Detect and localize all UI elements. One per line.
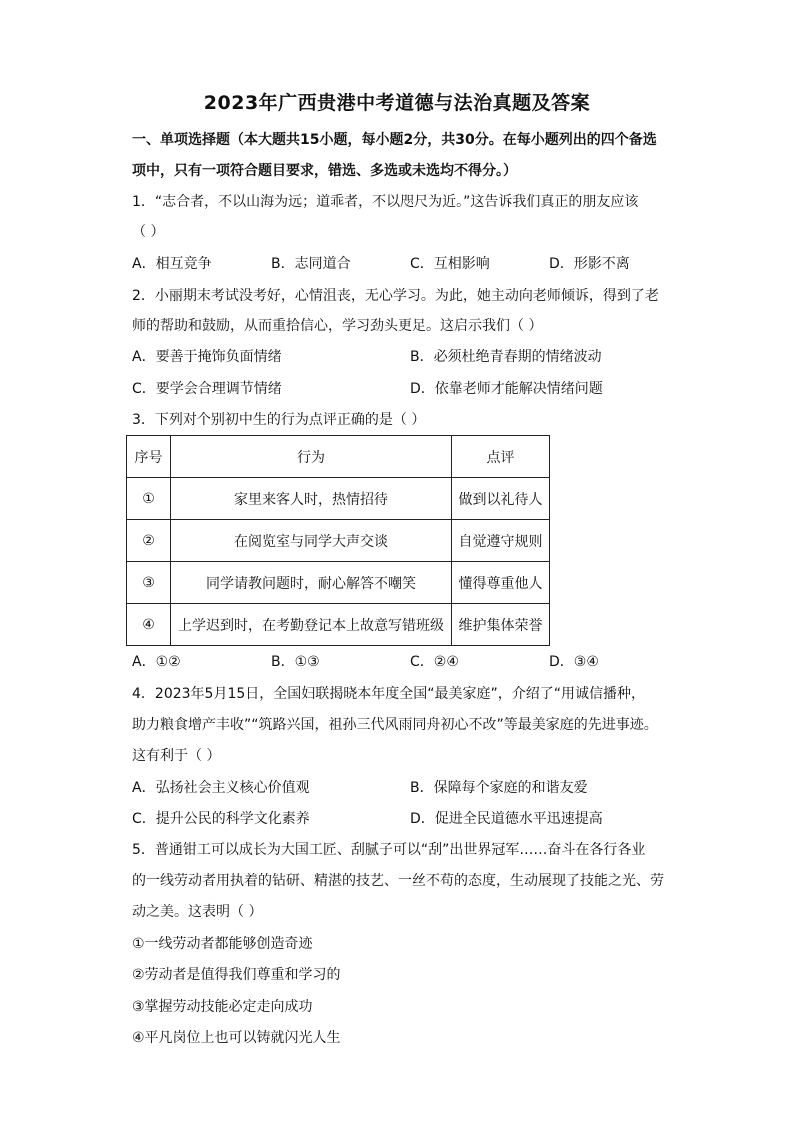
q5-statement-4: ④平凡岗位上也可以铸就闪光人生 bbox=[132, 1030, 341, 1046]
q2-option-c: C．要学会合理调节情绪 bbox=[132, 381, 282, 397]
q4-stem-line1: 4．2023年5月15日，全国妇联揭晓本年度全国“最美家庭”，介绍了“用诚信播种， bbox=[132, 686, 646, 702]
q4-option-c: C．提升公民的科学文化素养 bbox=[132, 811, 310, 827]
table-row bbox=[127, 562, 550, 604]
q1-option-b: B．志同道合 bbox=[271, 256, 351, 272]
q3-option-b: B．①③ bbox=[271, 654, 320, 670]
q2-stem-line2: 师的帮助和鼓励，从而重拾信心，学习劲头更足。这启示我们（ ） bbox=[132, 318, 543, 334]
q5-stem-line1: 5．普通钳工可以成长为大国工匠、刮腻子可以“刮”出世界冠军……奋斗在各行各业 bbox=[132, 842, 646, 858]
q3-option-c: C．②④ bbox=[410, 654, 459, 670]
table-row bbox=[127, 604, 550, 646]
q3-table bbox=[126, 435, 550, 646]
q2-stem-line1: 2．小丽期末考试没考好，心情沮丧，无心学习。为此，她主动向老师倾诉，得到了老 bbox=[132, 288, 659, 304]
table-header-row bbox=[127, 436, 550, 478]
q5-stem-line3: 动之美。这表明（ ） bbox=[132, 904, 263, 920]
q3-stem: 3．下列对个别初中生的行为点评正确的是（ ） bbox=[132, 412, 426, 428]
table-cell: ④ bbox=[127, 604, 171, 646]
q1-option-c: C．互相影响 bbox=[410, 256, 490, 272]
q2-option-d: D．依靠老师才能解决情绪问题 bbox=[410, 381, 603, 397]
table-cell: 同学请教问题时，耐心解答不嘲笑 bbox=[171, 562, 452, 604]
q3-option-d: D．③④ bbox=[549, 654, 599, 670]
table-cell: 在阅览室与同学大声交谈 bbox=[171, 520, 452, 562]
q4-stem-line3: 这有利于（ ） bbox=[132, 748, 221, 764]
table-row bbox=[127, 520, 550, 562]
q3-option-a: A．①② bbox=[132, 654, 181, 670]
table-cell: ① bbox=[127, 478, 171, 520]
table-cell: 维护集体荣誉 bbox=[452, 604, 550, 646]
table-cell: 懂得尊重他人 bbox=[452, 562, 550, 604]
q1-option-a: A．相互竞争 bbox=[132, 256, 212, 272]
q1-stem-line1: 1．“志合者，不以山海为远；道乖者，不以咫尺为近。”这告诉我们真正的朋友应该 bbox=[132, 194, 639, 210]
q5-statement-2: ②劳动者是值得我们尊重和学习的 bbox=[132, 967, 341, 983]
q2-option-a: A．要善于掩饰负面情绪 bbox=[132, 349, 282, 365]
document-title: 2023年广西贵港中考道德与法治真题及答案 bbox=[203, 92, 591, 114]
q5-statement-3: ③掌握劳动技能必定走向成功 bbox=[132, 999, 313, 1015]
q2-option-b: B．必须杜绝青春期的情绪波动 bbox=[410, 349, 602, 365]
section-header-line1: 一、单项选择题（本大题共15小题，每小题2分，共30分。在每小题列出的四个备选 bbox=[132, 132, 657, 148]
table-cell: 做到以礼待人 bbox=[452, 478, 550, 520]
q1-stem-line2: （ ） bbox=[132, 224, 165, 240]
table-header-cell: 点评 bbox=[452, 436, 550, 478]
table-cell: ③ bbox=[127, 562, 171, 604]
table-cell: 家里来客人时，热情招待 bbox=[171, 478, 452, 520]
section-header-line2: 项中，只有一项符合题目要求，错选、多选或未选均不得分。） bbox=[132, 163, 517, 179]
table-header-cell: 行为 bbox=[171, 436, 452, 478]
table-cell: ② bbox=[127, 520, 171, 562]
q4-option-b: B．保障每个家庭的和谐友爱 bbox=[410, 780, 588, 796]
table-cell: 自觉遵守规则 bbox=[452, 520, 550, 562]
q4-stem-line2: 助力粮食增产丰收”“筑路兴国，祖孙三代风雨同舟初心不改”等最美家庭的先进事迹。 bbox=[132, 717, 658, 733]
q5-statement-1: ①一线劳动者都能够创造奇迹 bbox=[132, 936, 313, 952]
table-row bbox=[127, 478, 550, 520]
table-cell: 上学迟到时，在考勤登记本上故意写错班级 bbox=[171, 604, 452, 646]
q4-option-d: D．促进全民道德水平迅速提高 bbox=[410, 811, 603, 827]
q4-option-a: A．弘扬社会主义核心价值观 bbox=[132, 780, 310, 796]
q5-stem-line2: 的一线劳动者用执着的钻研、精湛的技艺、一丝不苟的态度，生动展现了技能之光、劳 bbox=[132, 873, 664, 889]
table-header-cell: 序号 bbox=[127, 436, 171, 478]
q1-option-d: D．形影不离 bbox=[549, 256, 630, 272]
